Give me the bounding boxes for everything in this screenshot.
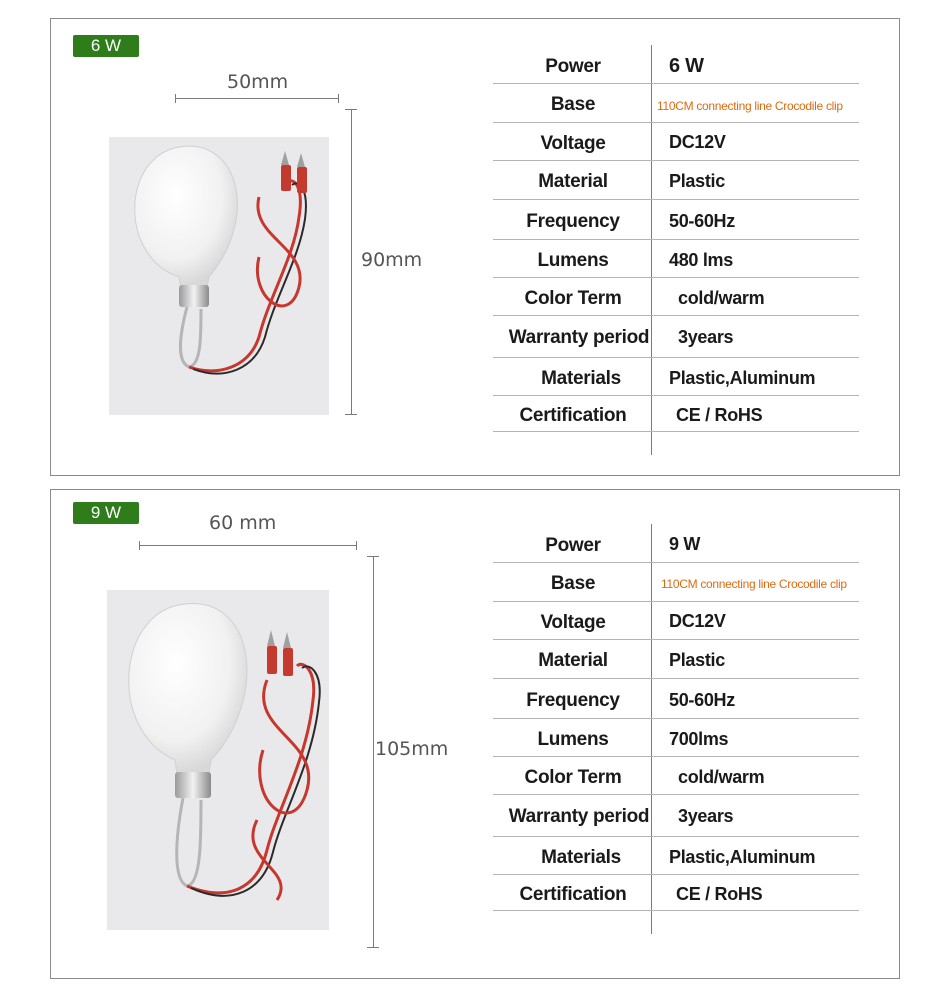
spec-label: Power — [545, 535, 601, 556]
spec-row-color-term — [493, 756, 859, 795]
spec-row-lumens — [493, 239, 859, 278]
product-card-9w — [50, 489, 900, 979]
spec-row-materials — [493, 836, 859, 875]
spec-row-power — [493, 528, 859, 563]
spec-value: 50-60Hz — [669, 211, 735, 231]
spec-value: 110CM connecting line Crocodile clip — [657, 99, 843, 113]
bulb-illustration — [107, 590, 329, 930]
spec-label: Materials — [541, 847, 621, 868]
width-dimension-label: 50mm — [227, 71, 289, 93]
spec-row-lumens — [493, 718, 859, 757]
spec-row-power — [493, 49, 859, 84]
spec-label: Warranty period — [508, 806, 650, 827]
spec-value: 6 W — [669, 55, 704, 77]
spec-value: Plastic,Aluminum — [669, 847, 816, 867]
spec-row-material — [493, 160, 859, 200]
spec-row-color-term — [493, 277, 859, 316]
spec-row-frequency — [493, 199, 859, 240]
spec-row-warranty — [493, 315, 859, 358]
width-dimension-line — [139, 545, 357, 546]
spec-label: Base — [550, 573, 596, 594]
wattage-badge: 9 W — [73, 502, 139, 524]
spec-value: CE / RoHS — [676, 884, 763, 904]
spec-row-voltage — [493, 601, 859, 640]
spec-label: Power — [545, 56, 601, 77]
spec-value: cold/warm — [678, 288, 765, 308]
product-card-6w — [50, 18, 900, 476]
spec-row-certification — [493, 395, 859, 432]
spec-label: Material — [538, 650, 608, 671]
dimension-tick — [345, 414, 357, 415]
spec-label: Certification — [519, 405, 627, 426]
height-dimension-label: 105mm — [375, 738, 449, 760]
height-dimension-line — [351, 109, 352, 415]
dimension-tick — [356, 541, 357, 550]
spec-value: Plastic — [669, 650, 725, 670]
dimension-tick — [367, 947, 379, 948]
spec-value: cold/warm — [678, 767, 765, 787]
width-dimension-label: 60 mm — [209, 512, 277, 534]
height-dimension-line — [373, 556, 374, 948]
spec-value: 3years — [678, 327, 734, 347]
spec-row-base — [493, 83, 859, 123]
spec-label: Voltage — [540, 612, 606, 633]
spec-value: Plastic — [669, 171, 725, 191]
spec-row-certification — [493, 874, 859, 911]
wattage-badge: 6 W — [73, 35, 139, 57]
spec-label: Certification — [519, 884, 627, 905]
spec-value: DC12V — [669, 611, 726, 631]
spec-label: Color Term — [524, 767, 622, 788]
spec-label: Frequency — [526, 690, 620, 711]
spec-value: CE / RoHS — [676, 405, 763, 425]
spec-value: 480 lms — [669, 250, 733, 270]
spec-value: 3years — [678, 806, 734, 826]
spec-value: Plastic,Aluminum — [669, 368, 816, 388]
spec-value: 50-60Hz — [669, 690, 735, 710]
spec-label: Warranty period — [508, 327, 650, 348]
spec-row-base — [493, 562, 859, 602]
spec-label: Voltage — [540, 133, 606, 154]
dimension-tick — [338, 94, 339, 103]
dimension-tick — [367, 556, 379, 557]
dimension-tick — [345, 109, 357, 110]
spec-row-frequency — [493, 678, 859, 719]
dimension-tick — [175, 94, 176, 103]
dimension-tick — [139, 541, 140, 550]
spec-label: Base — [550, 94, 596, 115]
spec-value: 110CM connecting line Crocodile clip — [661, 577, 847, 591]
product-photo-bulb — [109, 137, 329, 415]
spec-row-material — [493, 639, 859, 679]
product-photo-bulb — [107, 590, 329, 930]
spec-row-warranty — [493, 794, 859, 837]
bulb-illustration — [109, 137, 329, 415]
spec-label: Lumens — [537, 250, 609, 271]
spec-value: 9 W — [669, 534, 701, 554]
spec-row-materials — [493, 357, 859, 396]
width-dimension-line — [175, 98, 339, 99]
spec-label: Lumens — [537, 729, 609, 750]
spec-value: 700lms — [669, 729, 729, 749]
spec-label: Materials — [541, 368, 621, 389]
spec-row-voltage — [493, 122, 859, 161]
spec-label: Frequency — [526, 211, 620, 232]
spec-value: DC12V — [669, 132, 726, 152]
height-dimension-label: 90mm — [361, 249, 423, 271]
spec-label: Color Term — [524, 288, 622, 309]
spec-label: Material — [538, 171, 608, 192]
